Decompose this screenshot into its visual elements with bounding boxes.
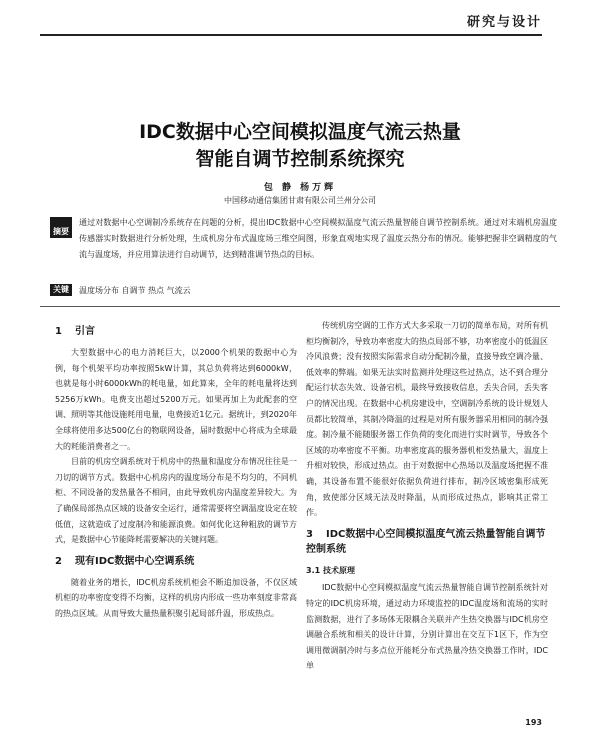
right-column xyxy=(306,318,548,674)
running-header xyxy=(0,0,600,40)
paragraph: IDC数据中心空间模拟温度气流云热量智能自调节控制系统针对特定的IDC机房环境，通过动力环境监控的IDC温度场和流场的实时监测数据，进行了多场体无限耦合关联并产生热交换器与IDC机房空调融合系统和相关的设计计算，分别计算出在交互下1区下，作为空调用微调制冷时与多点位开能耗分布式热量冷热交换器工作时，IDC单 xyxy=(306,583,548,671)
left-column xyxy=(55,318,297,622)
section-number: 2 xyxy=(55,555,62,567)
article-title-line1: IDC数据中心空间模拟温度气流云热量 xyxy=(139,121,461,143)
paragraph: 大型数据中心的电力消耗巨大，以2000个机架的数据中心为例，每个机架平均功率按照5kW计算，其总负荷将达到6000kW，也就是每小时6000kWh的耗电量，如此算来，全年的耗电量将达到5256万kWh。电费支出超过5200万元。如果再加上为此配套的空调、照明等其他设施耗用电量，电费接近1亿元。据统计，到2020年全球将使用多达500亿台的物联网设备，届时数据中心将成为全球最大的耗能消费者之一。 xyxy=(55,348,297,451)
abstract-text: 通过对数据中心空调制冷系统存在问题的分析，提出IDC数据中心空间模拟温度气流云热量智能自调节控制系统。通过对末端机房温度传感器实时数据进行分析处理，生成机房分布式温度场三维空间图，形象直观地实现了温度云热分布的情况。能够把握非空调精度的气流与温度场，并应用算法进行自动调节，达到精准调节热点的目标。 xyxy=(79,218,557,259)
section-heading xyxy=(55,324,297,339)
paragraph: 目前的机房空调系统对于机房中的热量和温度分布情况往往是一刀切的调节方式。数据中心机房内的温度场分布是不均匀的，不同机柜、不同设备的发热量各不相同，由此导致机房内温度差异较大。为了确保局部热点区域的设备安全运行，通常需要将空调温度设定在较低值，这就造成了过度制冷和能源浪费。如何优化这种粗放的调节方式，是数据中心节能降耗需要解决的关键问题。 xyxy=(55,457,297,545)
section-number: 1 xyxy=(55,326,62,337)
article-title-line2: 智能自调节控制系统探究 xyxy=(195,148,405,170)
keywords-label: 关键词 xyxy=(50,284,72,296)
keywords-text: 温度场分布 自调节 热点 气流云 xyxy=(79,286,191,295)
abstract-separator xyxy=(40,306,560,307)
affiliation: 中国移动通信集团甘肃有限公司兰州分公司 xyxy=(224,196,376,205)
paragraph: 传统机房空调的工作方式大多采取一刀切的简单布局，对所有机柜均衡制冷，导致功率密度大的热点局部不够，功率密度小的低温区冷风浪费；没有按照实际需求自动分配制冷量，直接导致空调冷量、低效率的弊端。如果无法实时监测并处理这些过热点，达不到合理分配运行状态失效、设备宕机，最终导致接收信息，丢失合同，丢失客户的情况出现。在数据中心机房建设中，空调制冷系统的设计规划人员都比较简单，其制冷降温的过程是对所有服务器采用相同的制冷强度。制冷量不能随服务器工作负荷的变化而进行实时调节，导致各个区域的功率密度不平衡。功率密度高的服务器机柜发热量大，温度上升相对较快，形成过热点。由于对数据中心热场以及温度场把握不准确，其设备布置不能很好依据负荷进行排布，制冷区域密集形成死角，致使部分区域无法及时降温，从而形成过热点，影响其正常工作。 xyxy=(306,321,548,518)
section-heading xyxy=(306,527,548,557)
header-rule xyxy=(40,34,542,36)
page-number: 193 xyxy=(525,718,542,727)
section-title: 现有IDC数据中心空调系统 xyxy=(75,555,195,567)
section-title: 引言 xyxy=(75,326,95,337)
section-number: 3 xyxy=(306,528,313,540)
subsection-heading: 3.1 技术原理 xyxy=(306,565,355,575)
section-heading xyxy=(55,554,297,569)
section-name: 研究与设计 xyxy=(466,15,542,30)
section-title: IDC数据中心空间模拟温度气流云热量智能自调节控制系统 xyxy=(306,528,546,555)
abstract-label: 摘要 xyxy=(50,217,72,238)
authors: 包 静 杨万辉 xyxy=(263,183,337,193)
paragraph: 随着业务的增长，IDC机房系统机柜会不断追加设备，不仅区域机柜的功率密度变得不均衡，这样的机房内形成一些功率刻度非常高的热点区域。从而导致大量热量积聚引起局部升温，形成热点。 xyxy=(55,577,297,618)
